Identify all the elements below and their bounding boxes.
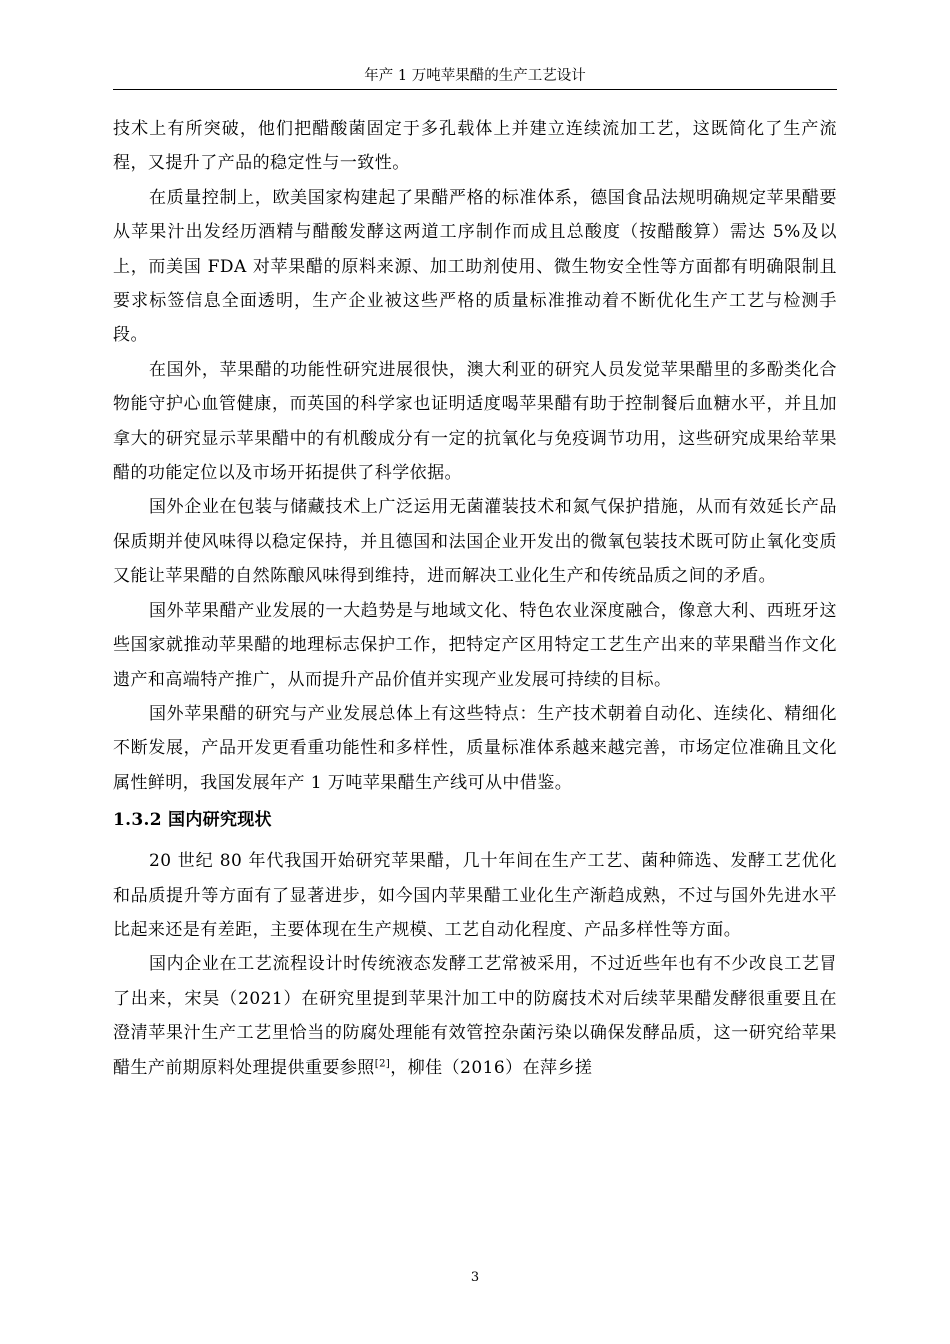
citation-reference: [2]	[374, 1057, 391, 1069]
paragraph-7: 20 世纪 80 年代我国开始研究苹果醋，几十年间在生产工艺、菌种筛选、发酵工艺优化和品质提升等方面有了显著进步，如今国内苹果醋工业化生产渐趋成熟，不过与国外先进水平比起来还是有差距，主要体现在生产规模、工艺自动化程度、产品多样性等方面。	[113, 851, 837, 940]
page-number: 3	[470, 1270, 480, 1285]
paragraph-3: 在国外，苹果醋的功能性研究进展很快，澳大利亚的研究人员发觉苹果醋里的多酚类化合物能守护心血管健康，而英国的科学家也证明适度喝苹果醋有助于控制餐后血糖水平，并且加拿大的研究显示苹果醋中的有机酸成分有一定的抗氧化与免疫调节功用，这些研究成果给苹果醋的功能定位以及市场开拓提供了科学依据。	[113, 359, 837, 484]
paragraph-5: 国外苹果醋产业发展的一大趋势是与地域文化、特色农业深度融合，像意大利、西班牙这些国家就推动苹果醋的地理标志保护工作，把特定产区用特定工艺生产出来的苹果醋当作文化遗产和高端特产推广，从而提升产品价值并实现产业发展可持续的目标。	[113, 600, 837, 690]
paragraph-1: 技术上有所突破，他们把醋酸菌固定于多孔载体上并建立连续流加工艺，这既简化了生产流程，又提升了产品的稳定性与一致性。	[113, 119, 837, 174]
header-rule	[113, 89, 837, 90]
paragraph-8	[113, 947, 837, 1085]
section-heading: 1.3.2 国内研究现状	[113, 810, 272, 831]
running-header: 年产 1 万吨苹果醋的生产工艺设计	[364, 68, 586, 84]
paragraph-4: 国外企业在包装与储藏技术上广泛运用无菌灌装技术和氮气保护措施，从而有效延长产品保质期并使风味得以稳定保持，并且德国和法国企业开发出的微氧包装技术既可防止氧化变质又能让苹果醋的自然陈酿风味得到维持，进而解决工业化生产和传统品质之间的矛盾。	[113, 497, 837, 587]
paragraph-2: 在质量控制上，欧美国家构建起了果醋严格的标准体系，德国食品法规明确规定苹果醋要从苹果汁出发经历酒精与醋酸发酵这两道工序制作而成且总酸度（按醋酸算）需达 5%及以上，而美国 FDA 对苹果醋的原料来源、加工助剂使用、微生物安全性等方面都有明确限制且要求标签信息全面透明，生产企业被这些严格的质量标准推动着不断优化生产工艺与检测手段。	[113, 187, 837, 346]
paragraph-8-continuation: ，柳佳（2016）在萍乡搓	[390, 1057, 593, 1078]
paragraph-6: 国外苹果醋的研究与产业发展总体上有这些特点：生产技术朝着自动化、连续化、精细化不断发展，产品开发更看重功能性和多样性，质量标准体系越来越完善，市场定位准确且文化属性鲜明，我国发展年产 1 万吨苹果醋生产线可从中借鉴。	[113, 703, 837, 793]
document-body	[113, 112, 837, 1085]
paragraph-8-text: 国内企业在工艺流程设计时传统液态发酵工艺常被采用，不过近些年也有不少改良工艺冒了出来，宋昊（2021）在研究里提到苹果汁加工中的防腐技术对后续苹果醋发酵很重要且在澄清苹果汁生产工艺里恰当的防腐处理能有效管控杂菌污染以确保发酵品质，这一研究给苹果醋生产前期原料处理提供重要参照	[113, 954, 837, 1078]
